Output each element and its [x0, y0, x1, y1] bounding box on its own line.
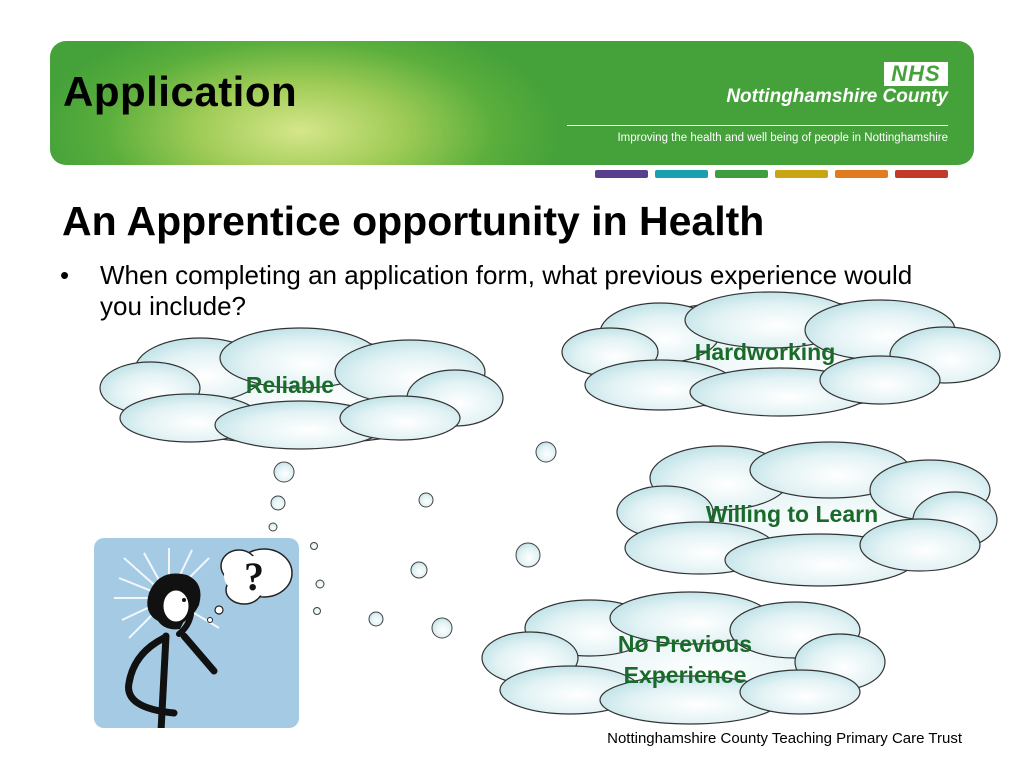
cloud-label-no-previous-experience: No Previous Experience: [617, 631, 753, 688]
slide-heading: An Apprentice opportunity in Health: [62, 198, 765, 244]
footer-organisation: Nottinghamshire County Teaching Primary Care Trust: [607, 730, 962, 747]
nhs-logo: NHS: [884, 62, 948, 86]
organisation-tagline: Improving the health and well being of people in Nottinghamshire: [617, 132, 948, 144]
slide-section-title: Application: [63, 68, 298, 115]
question-mark-text: ?: [244, 554, 264, 599]
bullet-text: When completing an application form, what previous experience would you include?: [100, 260, 913, 321]
cloud-label-reliable: Reliable: [245, 372, 335, 398]
organisation-name: Nottinghamshire County: [726, 86, 948, 107]
cloud-label-willing-to-learn: Willing to Learn: [705, 501, 879, 527]
bullet-marker: •: [60, 260, 70, 290]
thinking-person-illustration: [94, 538, 299, 728]
thought-bubbles: [269, 442, 556, 638]
thinking-person-icon: [94, 538, 299, 728]
cloud-label-hardworking: Hardworking: [694, 339, 836, 365]
